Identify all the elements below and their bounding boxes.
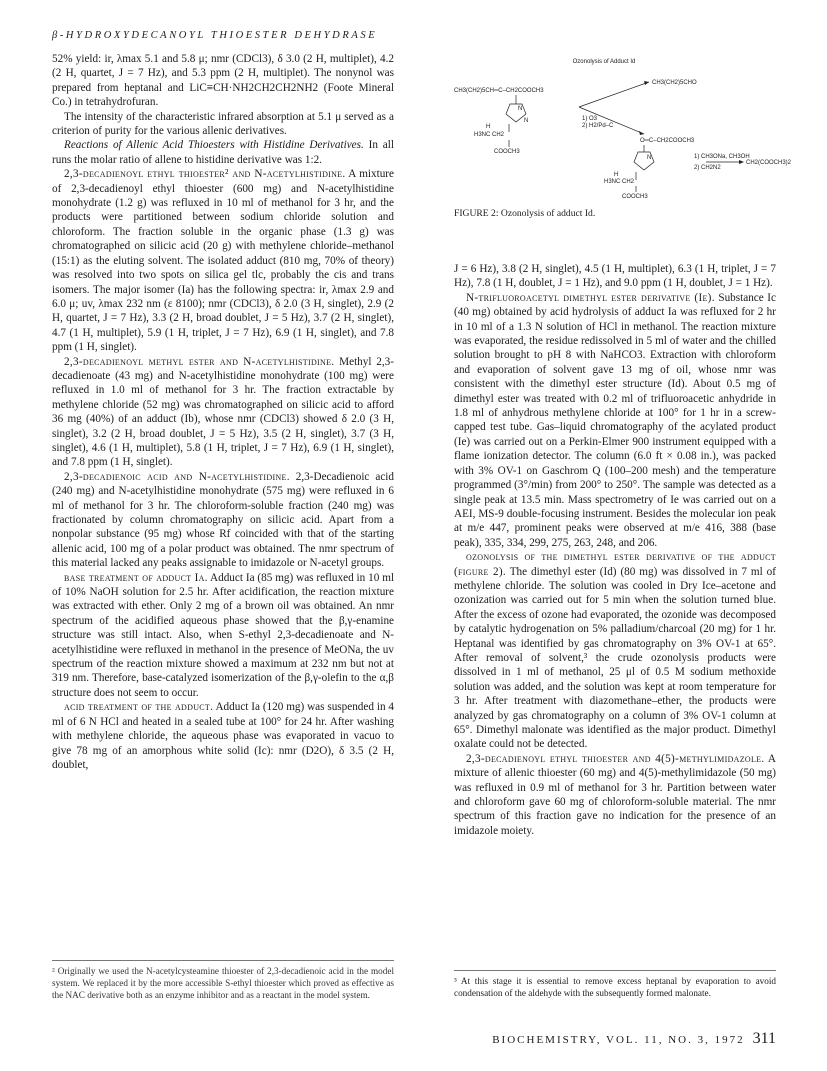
footnote-rule [52, 960, 394, 961]
paragraph: J = 6 Hz), 3.8 (2 H, singlet), 4.5 (1 H, multiplet), 6.3 (1 H, triplet, J = 7 Hz), 7.8 (1 H, doublet, J = 1 Hz), and 9.0 ppm (1 H, doublet, J = 1 Hz). [454, 263, 776, 290]
amine-label: H3NC CH2 [604, 179, 635, 185]
reagent-step: 1) O3 [582, 116, 598, 122]
page-number: 311 [752, 1030, 776, 1047]
section-heading: ozonolysis of the dimethyl ester derivative of the adduct (figure 2). [454, 551, 776, 578]
arrow-head [739, 160, 744, 164]
reagent-step: 2) H2/Pd–C [582, 123, 614, 129]
paragraph [454, 291, 776, 550]
paragraph: 52% yield: ir, λmax 5.1 and 5.8 μ; nmr (CDCl3), δ 3.0 (2 H, multiplet), 4.2 (2 H, quartet, J = 7 Hz), and 5.3 ppm (2 H, multiplet). The nonynol was prepared from heptanal and LiC≡CH·NH2CH2CH2NH2 (Foote Mineral Co.) in tetrahydrofuran. [52, 53, 394, 109]
paragraph-body: A mixture of allenic thioester (60 mg) and 4(5)-methylimidazole (50 mg) was refluxed in 0.9 ml of methanol for 3 hr. Partition between water and chloroform gave 60 mg of chloroform-soluble material. The nmr spectrum of this fraction gave no indication for the presence of an imidazole moiety. [454, 752, 777, 837]
section-heading: N-trifluoroacetyl dimethyl ester derivative (Ie). [466, 291, 715, 304]
reagent-step: 1) CH3ONa, CH3OH [694, 154, 750, 160]
paragraph [52, 571, 394, 701]
paragraph-body: Methyl 2,3-decadienoate (43 mg) and N-acetylhistidine monohydrate (100 mg) were refluxed in 1.0 ml of methanol for 3 hr. The fraction extractable by methylene chloride (52 mg) was chromatographed on silicic acid to afford 36 mg (40%) of an adduct (Ib), whose nmr (CDCl3) showed δ 2.0 (3 H, singlet), 3.2 (2 H, broad doublet, J = 5 Hz), 3.5 (2 H, singlet), 3.7 (3 H, singlet), 4.6 (1 H, multiplet), 5.8 (1 H, triplet, J = 7 Hz), 6.9 (1 H, singlet), and 7.8 ppm (1 H, singlet). [52, 355, 394, 469]
ester-label: COOCH3 [494, 149, 520, 155]
aldehyde-formula: CH3(CH2)5CHO [652, 80, 697, 86]
amine-label: H3NC CH2 [474, 132, 505, 138]
substrate-formula: CH3(CH2)5CH═C–CH2COOCH3 [454, 88, 544, 94]
paragraph [52, 138, 394, 167]
imidazole-ring [506, 95, 529, 147]
paragraph: The intensity of the characteristic infrared absorption at 5.1 μ served as a criterion of purity for the various allenic derivatives. [52, 110, 394, 138]
paragraph-body: 2,3-Decadienoic acid (240 mg) and N-acetylhistidine monohydrate (575 mg) were refluxed in 6 ml of methanol for 3 hr. The chloroform-soluble fraction (240 mg) was fractionated by column chromatography on silicic acid. Apart from a nonpolar substance (95 mg) whose Rf coincided with that of the starting allenic acid, 100 mg of a polar product was obtained. The nmr spectrum of this material lacked any peaks assignable to imidazole or N-acetyl groups. [52, 470, 395, 570]
malonate-formula: CH2(COOCH3)2 [746, 160, 792, 166]
footnote: ³ At this stage it is essential to remove excess heptanal by evaporation to avoid condensation of the aldehyde with the subsequently formed malonate. [454, 976, 776, 998]
paragraph-body: Substance Ic (40 mg) obtained by acid hydrolysis of adduct Ia was refluxed for 2 hr in 10 ml of a 1.3 N solution of HCl in methanol. The reaction mixture was evaporated, the residue redissolved in 5 ml of water and the chilled solution brought to pH 8 with NaHCO3. Extraction with chloroform and evaporation of solvent gave 13 mg of oil, whose nmr was consistent with the dimethyl ester structure (Id). About 0.5 mg of dimethyl ester was treated with 0.2 ml of trifluoroacetic anhydride in 1.8 ml of anhydrous methylene chloride at 100° for 1 hr in a screw-capped test tube. Gas–liquid chromatography of the acylated product (Ie) was carried out on a Perkin-Elmer 900 instrument equipped with a flame ionization detector. The column (6.0 ft × 0.08 in.), was packed with 3% OV-1 on Gaschrom Q (100–200 mesh) and the temperature programmed (3°/min) from 200° to 250°. The sample was detected as a single peak at 13.5 min. Mass spectrometry of Ie was carried out on a AEI, MS-9 double-focusing instrument. Besides the molecular ion peak at m/e 447, prominent peaks were observed at m/e 416, 388 (base peak), 335, 334, 299, 275, 263, 248, and 206. [454, 291, 776, 549]
section-heading: acid treatment of the adduct. [64, 701, 214, 714]
section-heading: 2,3-decadienoyl ethyl thioester² and N-acetylhistidine. [64, 168, 346, 181]
arrow-head [639, 131, 644, 135]
section-heading: 2,3-decadienoic acid and N-acetylhistidine. [64, 470, 290, 483]
nh-label: H [486, 124, 491, 130]
reaction-arrows [579, 82, 742, 162]
n-label: N [518, 106, 523, 112]
paragraph-body: In all runs the molar ratio of allene to histidine derivative was 1:2. [52, 139, 394, 166]
left-column [52, 52, 394, 772]
paragraph [52, 355, 394, 470]
right-column [454, 262, 776, 838]
nh-label: H [614, 172, 619, 178]
section-heading: 2,3-decadienoyl ethyl thioester and 4(5)-methylimidazole. [466, 752, 765, 765]
section-heading: Reactions of Allenic Acid Thioesters with Histidine Derivatives. [64, 139, 364, 152]
figure-2 [454, 52, 792, 232]
n-label: N [647, 155, 652, 161]
n-label: N [524, 118, 529, 124]
running-head: β-HYDROXYDECANOYL THIOESTER DEHYDRASE [52, 30, 378, 41]
footnote-rule [454, 970, 776, 971]
arrow-head [644, 81, 649, 85]
ester-label: COOCH3 [622, 194, 648, 200]
paragraph [52, 470, 394, 571]
paragraph [454, 550, 776, 752]
paragraph-body: A mixture of 2,3-decadienoyl ethyl thioester (600 mg) and N-acetylhistidine monohydrate (1.2 g) was refluxed in 10 ml of methanol for 3 hr, and the products were partitioned between sodium chloride solution and chloroform. The fraction soluble in the organic phase (1.3 g) was chromatographed on silicic acid (20 g) with methylene chloride–methanol (15:1) as the eluting solvent. The isolated adduct (810 mg, 70% of theory) was resolved into two spots on silica gel tlc, probably the cis and trans isomers. The major isomer (Ia) has the following spectra: ir, λmax 2.9 and 6.0 μ; uv, λmax 232 nm (ε 8100); nmr (CDCl3), δ 2.0 (3 H, singlet), 2.9 (2 H, quartet, J = 7 Hz), 3.3 (2 H, broad doublet, J = 5 Hz), 3.7 (2 H, singlet), 4.7 (1 H, multiplet), 5.9 (1 H, triplet, J = 7 Hz), 6.9 (1 H, singlet), and 7.8 ppm (1 H, singlet). [52, 168, 394, 354]
section-heading: 2,3-decadienoyl methyl ester and N-acetylhistidine. [64, 355, 335, 368]
paragraph-body: The dimethyl ester (Id) (80 mg) was dissolved in 7 ml of methylene chloride. The solution was cooled in Dry Ice–acetone and ozonization was carried out for 5 min when the solution turned blue. After the excess of ozone had evaporated, the ozonide was decomposed by catalytic hydrogenation on 5% palladium/charcoal (20 mg) for 1 hr. Heptanal was identified by gas chromatography on 3% OV-1 at 65°. After removal of solvent,³ the crude ozonolysis products were dissolved in 1 ml of methanol, 25 μl of 0.5 M sodium methoxide solution was added, and the solution was kept at room temperature for 3 hr. After treatment with diazomethane–ether, the products were analyzed by gas chromatography on a column of 3% OV-1 column at 65°. Dimethyl malonate was identified as the major product. Dimethyl oxalate could not be detected. [454, 565, 776, 751]
journal-citation: BIOCHEMISTRY, VOL. 11, NO. 3, 1972 [492, 1034, 745, 1046]
paragraph-body: Adduct Ia (85 mg) was refluxed in 10 ml of 10% NaOH solution for 2.5 hr. After acidification, the reaction mixture was extracted with ether. Only 2 mg of a brown oil was obtained. An nmr spectrum of the acidified aqueous phase showed that the β,γ-enamine structure was still intact. Also, when S-ethyl 2,3-decadienoate and N-acetylhistidine were refluxed in methanol in the presence of MeONa, the uv spectrum of the reaction mixture showed a maximum at 232 nm but not at 319 nm. Therefore, base-catalyzed isomerization of the β,γ-olefin to the α,β structure does not seem to occur. [52, 571, 395, 699]
figure-title: Ozonolysis of Adduct Id [572, 59, 636, 65]
paragraph-body: Adduct Ia (120 mg) was suspended in 4 ml of 6 N HCl and heated in a sealed tube at 100° for 24 hr. After washing with methylene chloride, the aqueous phase was evaporated in vacuo to give 78 mg of an amorphous white solid (Ic): nmr (D2O), δ 3.5 (2 H, doublet, [52, 701, 394, 771]
section-heading: base treatment of adduct Ia. [64, 571, 208, 584]
ketone-formula: O═C–CH2COOCH3 [640, 138, 695, 144]
ozonolysis-scheme [454, 52, 792, 212]
paragraph [52, 167, 394, 354]
reagent-step: 2) CH2N2 [694, 165, 721, 171]
paragraph [52, 700, 394, 772]
figure-caption: FIGURE 2: Ozonolysis of adduct Id. [454, 208, 596, 219]
footnote: ² Originally we used the N-acetylcysteamine thioester of 2,3-decadienoic acid in the model system. We replaced it by the more accessible S-ethyl thioester which proved as effective as the NAC derivative both as an enzyme inhibitor and as a reactant in the model system. [52, 966, 394, 1000]
imidazole-ring [634, 145, 654, 192]
paragraph [454, 752, 776, 838]
journal-footer [454, 1030, 776, 1048]
